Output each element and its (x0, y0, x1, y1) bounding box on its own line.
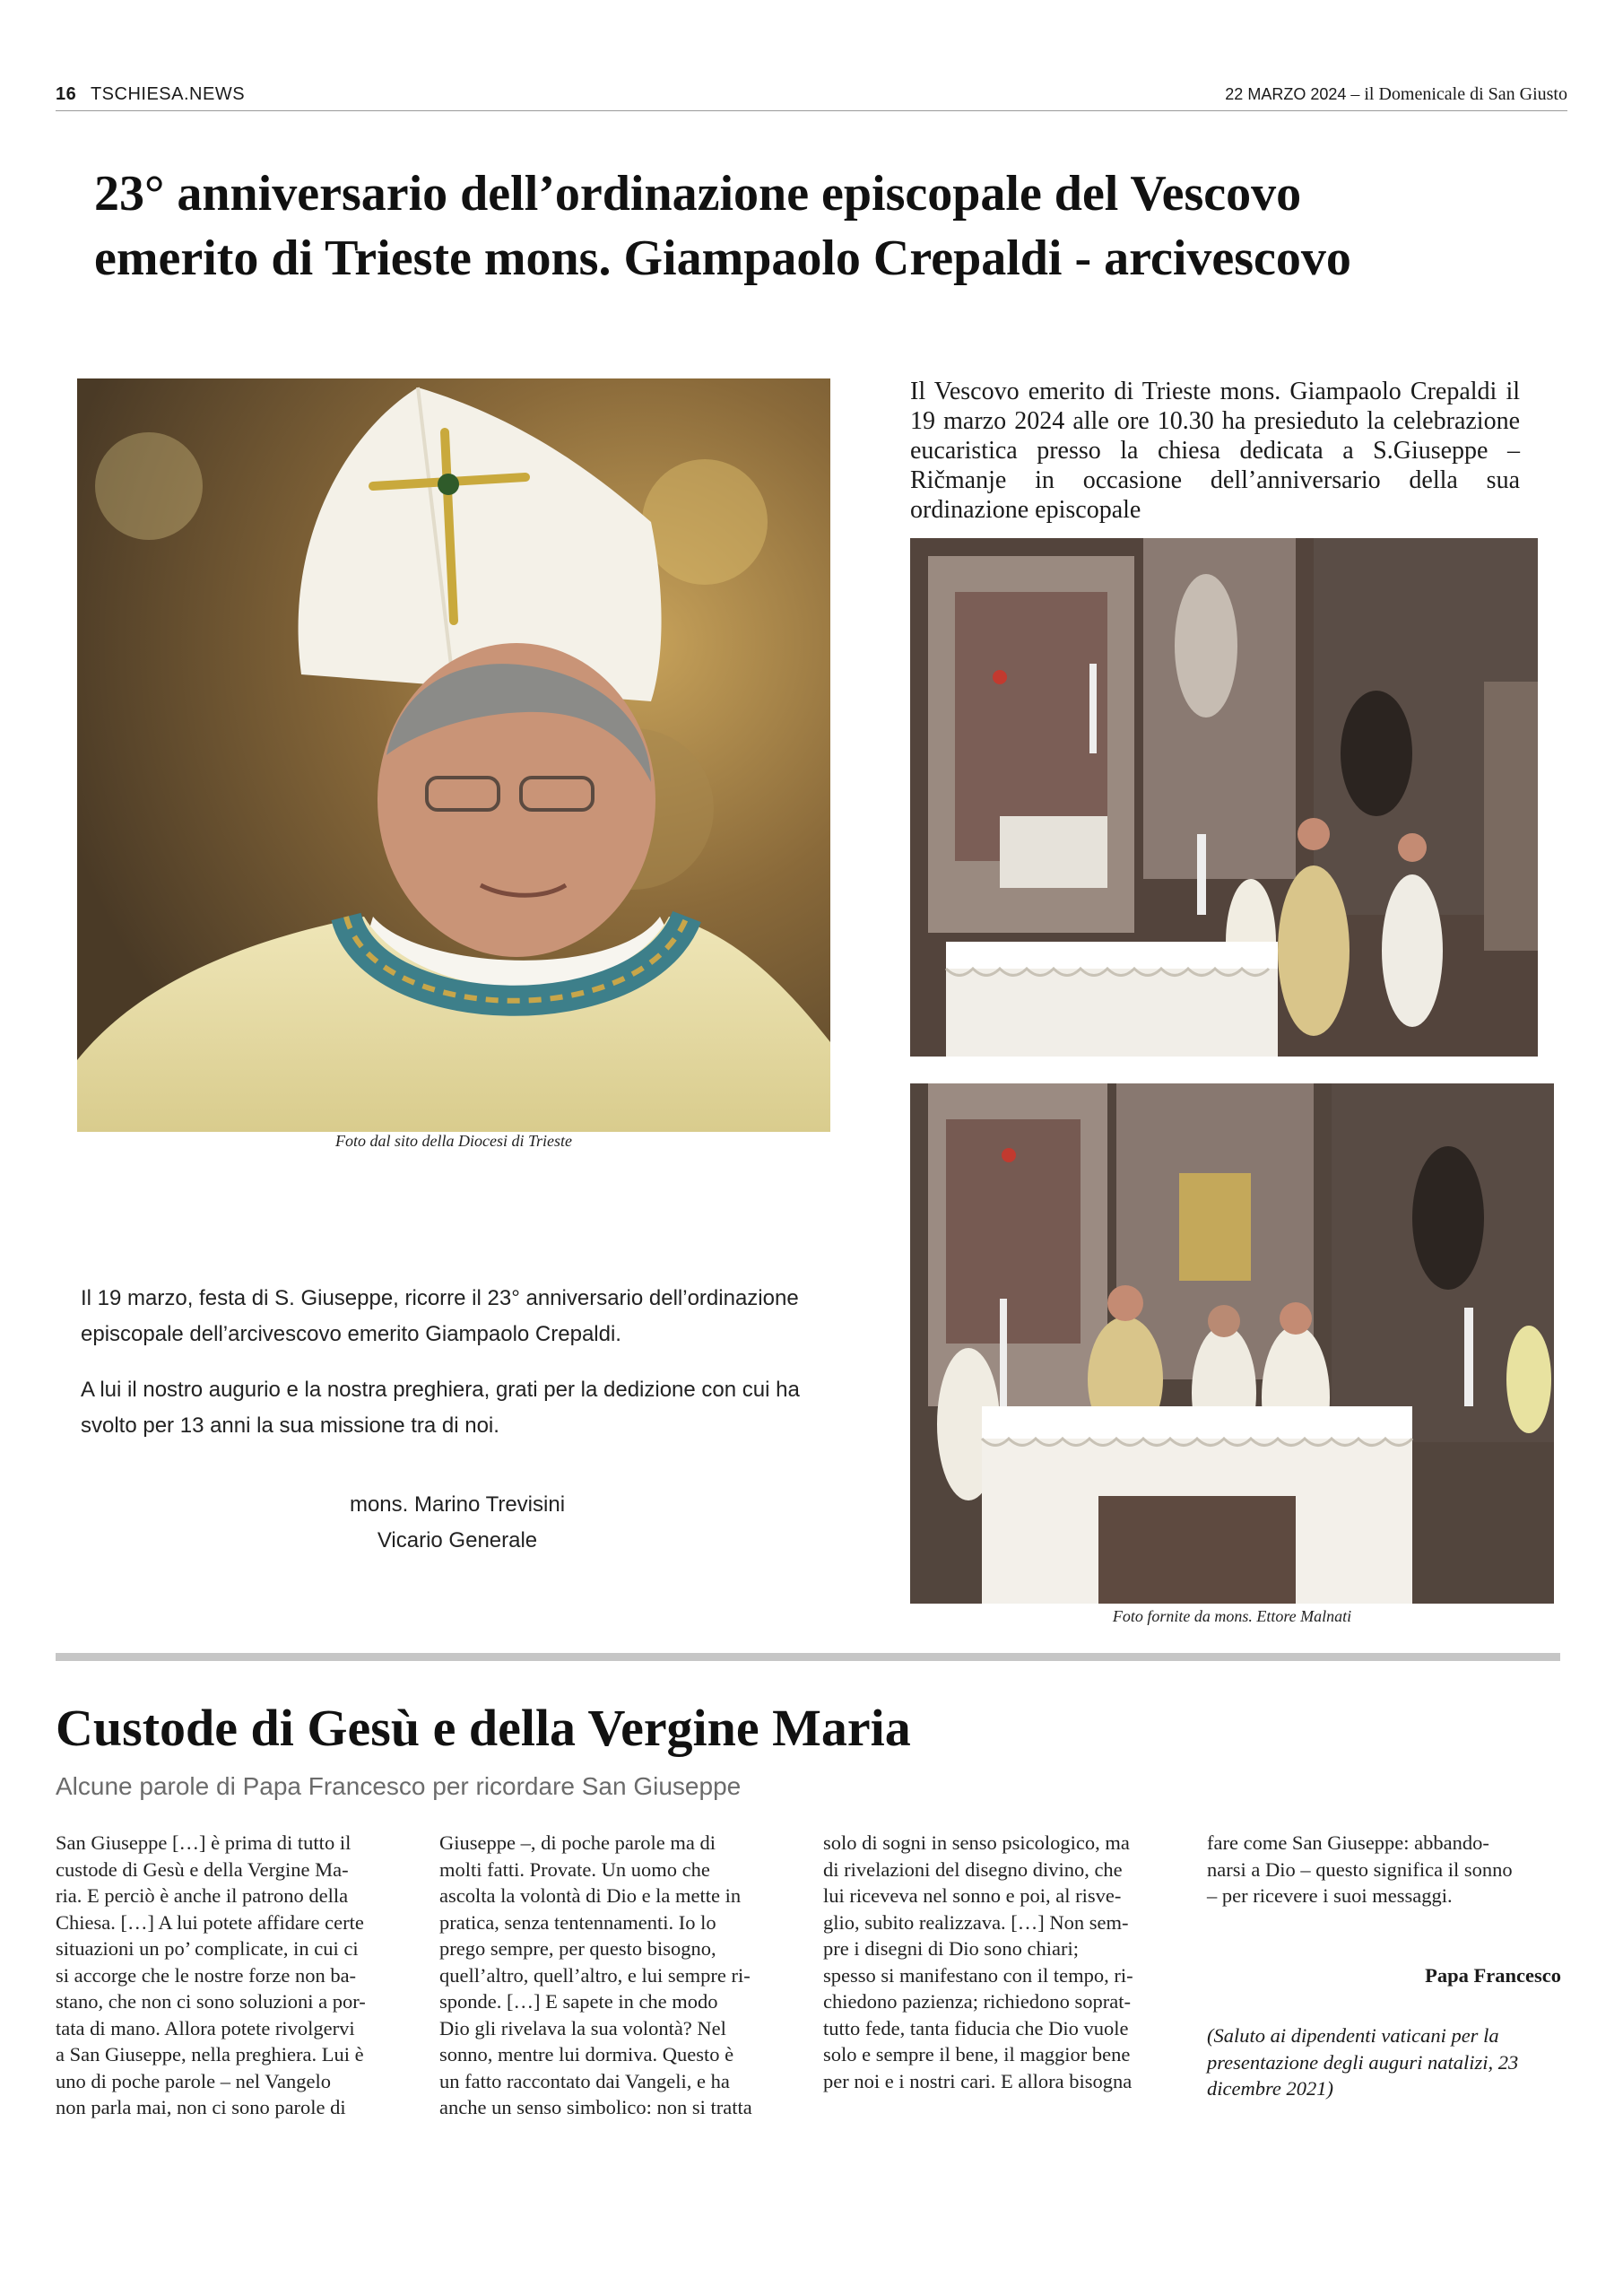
note-paragraph-2: A lui il nostro augurio e la nostra preghiera, grati per la dedizione con cui ha svolto per 13 anni la sua missione tra di noi. (81, 1378, 800, 1438)
page-number: 16 (56, 84, 77, 104)
text-line: chiedono pazienza; richiedono soprat- (823, 1990, 1131, 2013)
quote-source: (Saluto ai dipendenti vaticani per la presentazione degli auguri natalizi, 23 dicembre 2021) (1207, 2024, 1519, 2100)
text-line: per noi e i nostri cari. E allora bisogna (823, 2069, 1133, 2092)
text-line: tutto fede, tanta fiducia che Dio vuole (823, 2016, 1129, 2039)
text-line: fare come San Giuseppe: abbando- (1207, 1831, 1489, 1854)
bishop-portrait-photo (77, 378, 830, 1132)
text-line: stano, che non ci sono soluzioni a por- (56, 1990, 366, 2013)
church-photo-1-image (910, 538, 1538, 1057)
text-line: narsi a Dio – questo significa il sonno (1207, 1857, 1513, 1881)
text-line: non parla mai, non ci sono parole di (56, 2096, 346, 2118)
site-name: TSCHIESA.NEWS (90, 84, 246, 104)
article2-title: Custode di Gesù e della Vergine Maria (56, 1699, 911, 1757)
text-line: sonno, mentre lui dormiva. Questo è (439, 2043, 734, 2066)
signature-role: Vicario Generale (377, 1528, 538, 1552)
church-photo-2-image (910, 1083, 1554, 1604)
article2-column-2 (439, 1830, 787, 2121)
text-line: sponde. […] E sapete in che modo (439, 1990, 718, 2013)
page-header-left (56, 84, 245, 105)
text-line: molti fatti. Provate. Un uomo che (439, 1857, 710, 1881)
text-line: Giuseppe –, di poche parole ma di (439, 1831, 716, 1854)
text-line: custode di Gesù e della Vergine Ma- (56, 1857, 349, 1881)
text-line: si accorge che le nostre forze non ba- (56, 1963, 357, 1987)
text-line: Dio gli rivelava la sua volontà? Nel (439, 2016, 726, 2039)
text-line: pratica, senza tentennamenti. Io lo (439, 1910, 716, 1934)
text-line: – per ricevere i suoi messaggi. (1207, 1884, 1453, 1907)
article2-subtitle: Alcune parole di Papa Francesco per ricordare San Giuseppe (56, 1772, 742, 1800)
article-title-line-2: emerito di Trieste mons. Giampaolo Crepaldi - arcivescovo (94, 230, 1351, 286)
note-paragraph-1: Il 19 marzo, festa di S. Giuseppe, ricorre il 23° anniversario dell’ordinazione episcopale dell’arcivescovo emerito Giampaolo Crepaldi. (81, 1286, 799, 1346)
text-line: ria. E perciò è anche il patrono della (56, 1884, 349, 1907)
bishop-portrait-image (77, 378, 830, 1132)
text-line: di rivelazioni del disegno divino, che (823, 1857, 1123, 1881)
article-title-line-1: 23° anniversario dell’ordinazione episcopale del Vescovo (94, 166, 1302, 222)
text-line: prego sempre, per questo bisogno, (439, 1937, 716, 1960)
church-photos-caption: Foto fornite da mons. Ettore Malnati (1112, 1607, 1352, 1625)
page-header-right (1225, 84, 1567, 105)
text-line: pre i disegni di Dio sono chiari; (823, 1937, 1079, 1960)
signature-block (269, 1487, 646, 1559)
text-line: glio, subito realizzava. […] Non sem- (823, 1910, 1129, 1934)
portrait-caption: Foto dal sito della Diocesi di Trieste (335, 1132, 572, 1150)
issue-date: 22 MARZO 2024 (1225, 85, 1347, 103)
text-line: ascolta la volontà di Dio e la mette in (439, 1884, 742, 1907)
text-line: San Giuseppe […] è prima di tutto il (56, 1831, 352, 1854)
text-line: spesso si manifestano con il tempo, ri- (823, 1963, 1133, 1987)
anniversary-note (81, 1281, 852, 1464)
section-separator (56, 1653, 1560, 1661)
text-line: Chiesa. […] A lui potete affidare certe (56, 1910, 364, 1934)
article2-column-4 (1207, 1830, 1555, 1909)
text-line: tata di mano. Allora potete rivolgervi (56, 2016, 355, 2039)
church-photo-1 (910, 538, 1538, 1057)
text-line: un fatto raccontato dai Vangeli, e ha (439, 2069, 730, 2092)
article-intro: Il Vescovo emerito di Trieste mons. Giampaolo Crepaldi il 19 marzo 2024 alle ore 10.30 ha presieduto la celebrazione eucaristica presso la chiesa dedicata a S.Giuseppe – Ričmanje in occasione dell’anniversario della sua ordinazione episcopale (910, 378, 1520, 524)
article2-column-3 (823, 1830, 1171, 2094)
text-line: solo di sogni in senso psicologico, ma (823, 1831, 1130, 1854)
text-line: uno di poche parole – nel Vangelo (56, 2069, 332, 2092)
header-rule (56, 110, 1567, 111)
church-photo-2 (910, 1083, 1554, 1604)
text-line: lui riceveva nel sonno e poi, al risve- (823, 1884, 1122, 1907)
quote-author: Papa Francesco (1425, 1964, 1561, 1987)
signature-name: mons. Marino Trevisini (349, 1492, 566, 1517)
article2-column-1 (56, 1830, 404, 2121)
text-line: situazioni un po’ complicate, in cui ci (56, 1937, 359, 1960)
text-line: quell’altro, quell’altro, e lui sempre ri- (439, 1963, 751, 1987)
text-line: a San Giuseppe, nella preghiera. Lui è (56, 2043, 364, 2066)
text-line: anche un senso simbolico: non si tratta (439, 2096, 752, 2118)
article-title (94, 161, 1547, 291)
publication-name: – il Domenicale di San Giusto (1346, 84, 1567, 104)
text-line: solo e sempre il bene, il maggior bene (823, 2043, 1131, 2066)
